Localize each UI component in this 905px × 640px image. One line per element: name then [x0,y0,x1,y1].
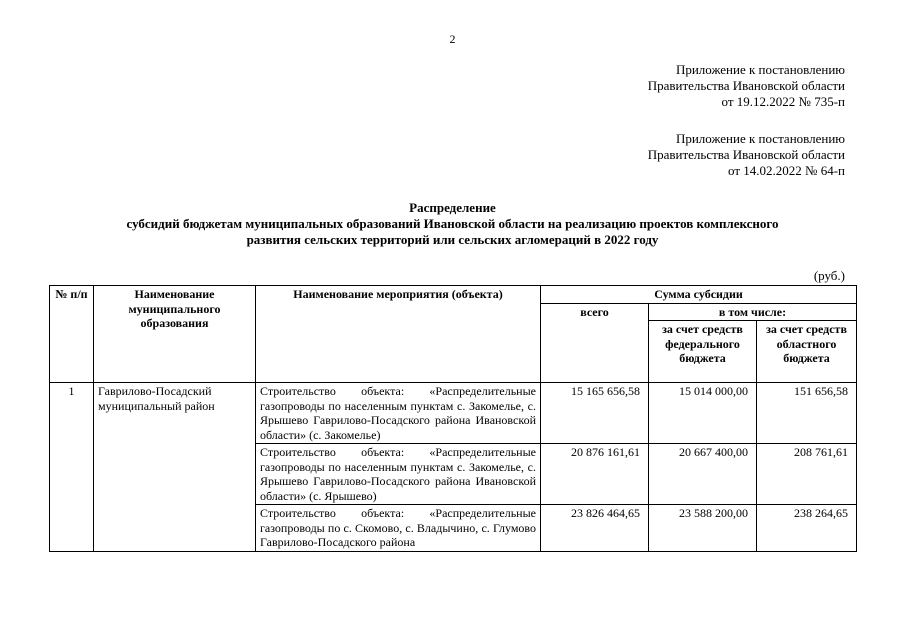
appendix-1-line-3: от 19.12.2022 № 735-п [721,94,845,109]
units-label: (руб.) [813,268,845,283]
row-regional: 208 761,61 [757,444,857,505]
row-event: Строительство объекта: «Распределительные газопроводы по с. Скомово, с. Владычино, с. Глумово Гаврилово-Посадского района [256,505,541,552]
row-federal: 23 588 200,00 [649,505,757,552]
appendix-2-line-2: Правительства Ивановской области [647,147,845,162]
row-federal: 20 667 400,00 [649,444,757,505]
header-including: в том числе: [649,303,857,321]
appendix-2-line-3: от 14.02.2022 № 64-п [728,163,845,178]
header-num: № п/п [50,286,94,383]
row-num: 1 [50,383,94,552]
page-number: 2 [449,32,456,46]
header-federal: за счет средств федерального бюджета [649,321,757,383]
title-line-2: субсидий бюджетам муниципальных образований Ивановской области на реализацию проектов комплексного [126,216,779,231]
row-regional: 151 656,58 [757,383,857,444]
title-line-1: Распределение [409,200,496,215]
row-total: 20 876 161,61 [541,444,649,505]
appendix-1-line-2: Правительства Ивановской области [647,78,845,93]
header-regional: за счет средств областного бюджета [757,321,857,383]
appendix-2-line-1: Приложение к постановлению [675,131,845,146]
header-event: Наименование мероприятия (объекта) [256,286,541,383]
row-total: 15 165 656,58 [541,383,649,444]
header-municipality: Наименование муниципального образования [94,286,256,383]
appendix-note-1 [648,62,845,110]
header-subsidy: Сумма субсидии [541,286,857,304]
row-event: Строительство объекта: «Распределительные газопроводы по населенным пунктам с. Закомелье, с. Ярышево Гаврилово-Посадского района Ивановской области» (с. Ярышево) [256,444,541,505]
row-municipality: Гаврилово-Посадский муниципальный район [94,383,256,552]
title-line-3: развития сельских территорий или сельских агломераций в 2022 году [246,232,659,247]
page-bottom-mask [0,593,905,640]
row-federal: 15 014 000,00 [649,383,757,444]
header-total: всего [541,303,649,383]
row-event: Строительство объекта: «Распределительные газопроводы по населенным пунктам с. Закомелье, с. Ярышево Гаврилово-Посадского района Ивановской области» (с. Закомелье) [256,383,541,444]
row-total: 23 826 464,65 [541,505,649,552]
table-row [50,383,857,444]
subsidy-table [49,285,857,552]
appendix-1-line-1: Приложение к постановлению [675,62,845,77]
row-regional: 238 264,65 [757,505,857,552]
appendix-note-2 [648,131,845,179]
document-title [40,200,865,248]
